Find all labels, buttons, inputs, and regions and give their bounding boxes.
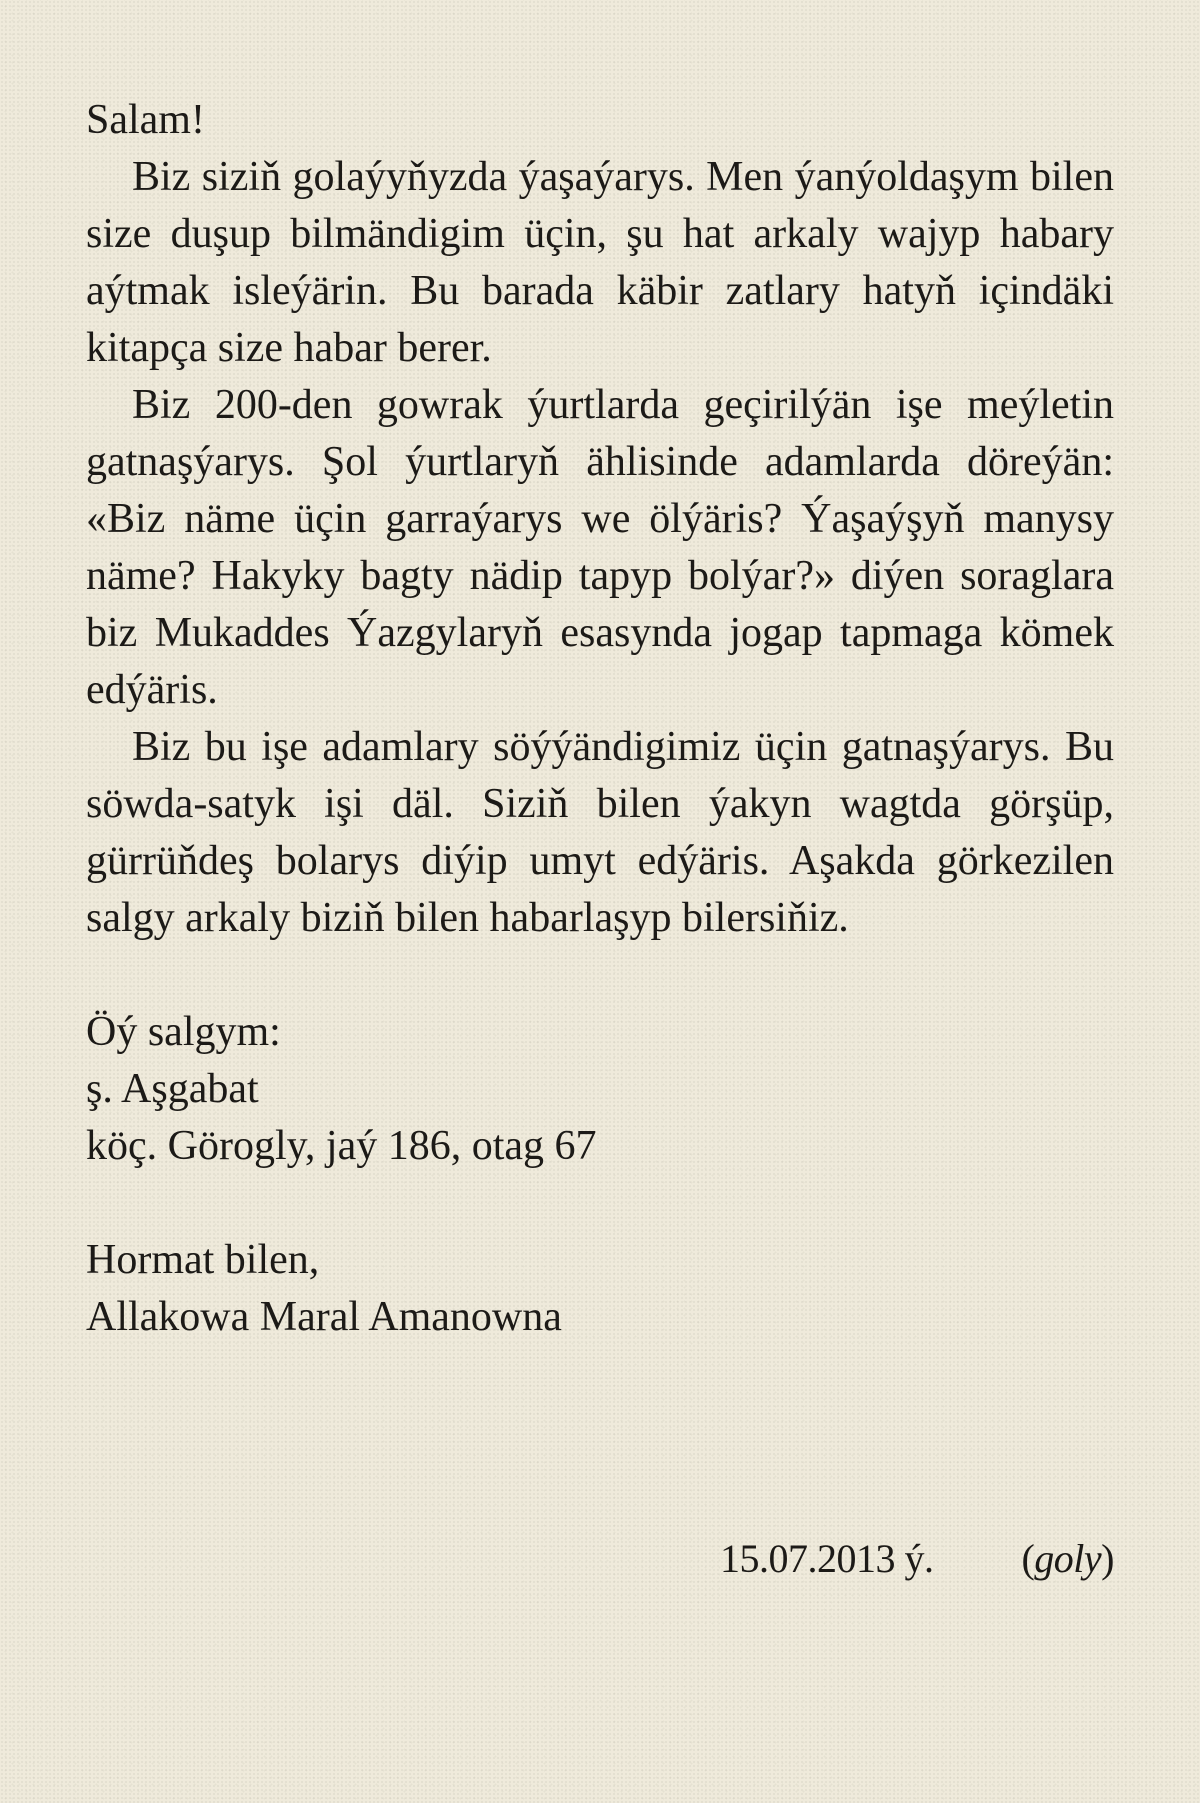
address-label: Öý salgym:	[86, 1009, 281, 1055]
address-block	[86, 1004, 1114, 1175]
letter-body	[86, 92, 1114, 1346]
signature-note-open: (	[1021, 1536, 1035, 1581]
closing-phrase: Hormat bilen,	[86, 1237, 320, 1283]
letter-date: 15.07.2013 ý.	[719, 1536, 934, 1581]
sender-name: Allakowa Maral Amanowna	[86, 1294, 562, 1340]
signature-note	[1021, 1530, 1114, 1587]
closing-block	[86, 1232, 1114, 1346]
paragraph-2: Biz 200-den gowrak ýurtlarda geçirilýän işe meýletin gatnaşýarys. Şol ýurtlaryň ählisinde adamlarda döreýän: «Biz näme üçin garraýarys we ölýäris? Ýaşaýşyň manysy näme? Hakyky bagty nädip tapyp bolýar?» diýen soraglara biz Mukaddes Ýazgylaryň esasynda jogap tapmaga kömek edýäris.	[86, 382, 1114, 713]
letter-footer	[720, 1530, 1114, 1587]
paragraph-3: Biz bu işe adamlary söýýändigimiz üçin gatnaşýarys. Bu söwda-satyk işi däl. Siziň bilen ýakyn wagtda görşüp, gürrüňdeş bolarys diýip umyt edýäris. Aşakda görkezilen salgy arkaly biziň bilen habarlaşyp bilersiňiz.	[86, 724, 1114, 941]
signature-note-close: )	[1101, 1536, 1114, 1581]
paragraph-1: Biz siziň golaýyňyzda ýaşaýarys. Men ýanýoldaşym bilen size duşup bilmändigim üçin, şu hat arkaly wajyp habary aýtmak isleýärin. Bu barada käbir zatlary hatyň içindäki kitapça size habar berer.	[86, 154, 1114, 371]
signature-note-text: goly	[1034, 1536, 1102, 1581]
address-street: köç. Görogly, jaý 186, otag 67	[86, 1123, 597, 1169]
greeting: Salam!	[86, 97, 205, 143]
address-city: ş. Aşgabat	[86, 1066, 259, 1112]
